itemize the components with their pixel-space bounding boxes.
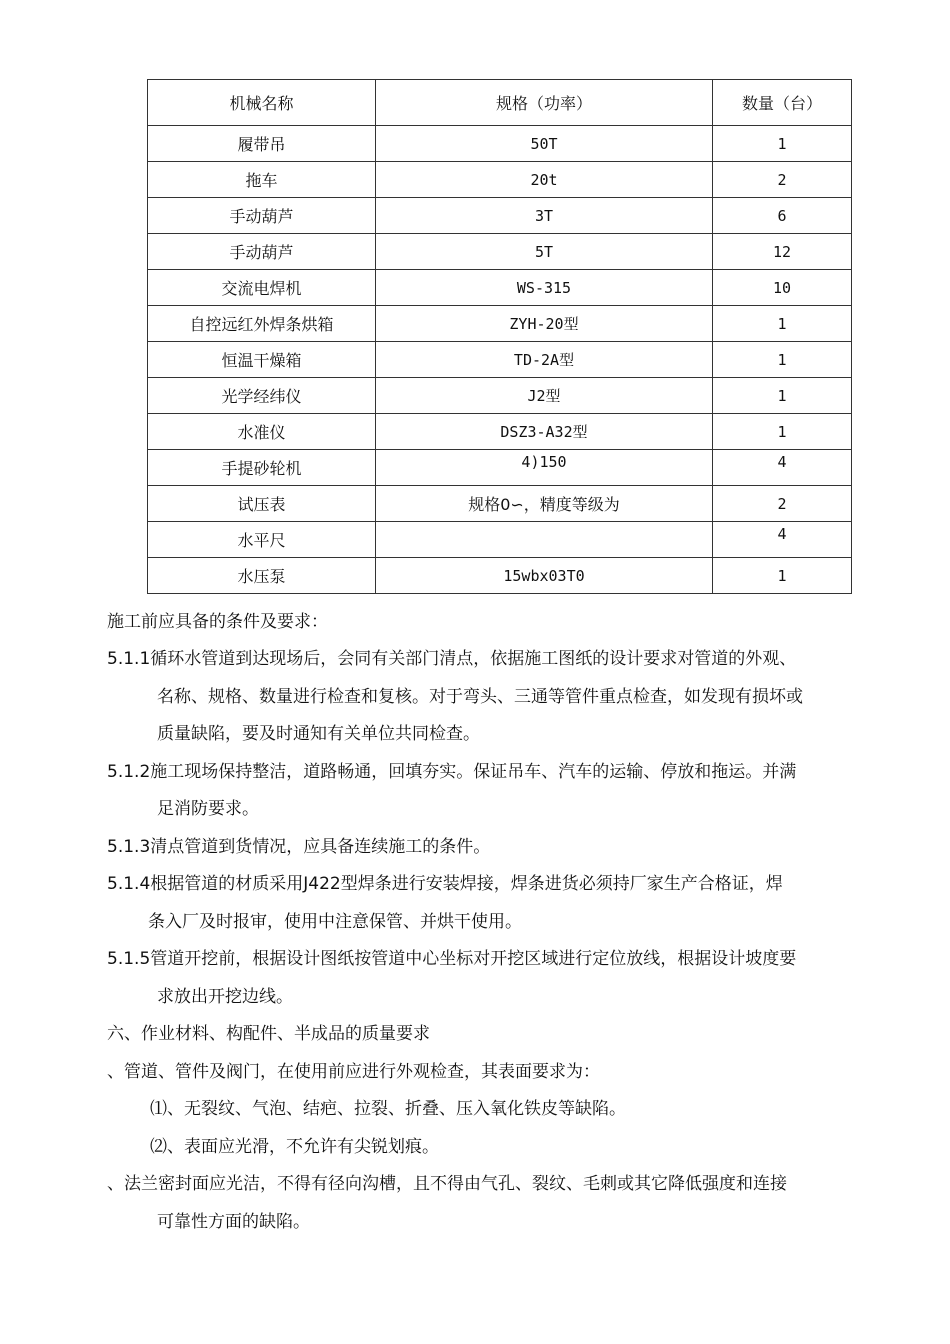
header-spec: 规格（功率） xyxy=(376,80,713,126)
cell-qty: 12 xyxy=(713,234,852,270)
cell-name: 水平尺 xyxy=(148,522,376,558)
paragraph-5-1-5-line2: 求放出开挖边线。 xyxy=(157,987,293,1007)
cell-name: 拖车 xyxy=(148,162,376,198)
cell-name: 试压表 xyxy=(148,486,376,522)
cell-name: 自控远红外焊条烘箱 xyxy=(148,306,376,342)
cell-name: 水压泵 xyxy=(148,558,376,594)
item-flange-line1: 、法兰密封面应光洁，不得有径向沟槽，且不得由气孔、裂纹、毛刺或其它降低强度和连接 xyxy=(107,1174,787,1194)
paragraph-5-1-3: 5.1.3清点管道到货情况，应具备连续施工的条件。 xyxy=(107,837,491,857)
cell-name: 手动葫芦 xyxy=(148,234,376,270)
cell-spec: 50T xyxy=(376,126,713,162)
cell-name: 交流电焊机 xyxy=(148,270,376,306)
cell-qty: 10 xyxy=(713,270,852,306)
cell-name: 履带吊 xyxy=(148,126,376,162)
cell-qty: 1 xyxy=(713,558,852,594)
cell-name: 水准仪 xyxy=(148,414,376,450)
paragraph-5-1-1-line1: 5.1.1循环水管道到达现场后，会同有关部门清点，依据施工图纸的设计要求对管道的外观、 xyxy=(107,649,797,669)
paragraph-5-1-2-line1: 5.1.2施工现场保持整洁，道路畅通，回填夯实。保证吊车、汽车的运输、停放和拖运。并满 xyxy=(107,762,797,782)
cell-name: 手动葫芦 xyxy=(148,198,376,234)
paragraph-5-1-1-line3: 质量缺陷，要及时通知有关单位共同检查。 xyxy=(157,724,480,744)
cell-name: 手提砂轮机 xyxy=(148,450,376,486)
cell-qty: 1 xyxy=(713,342,852,378)
item-pipe-sub1: ⑴、无裂纹、气泡、结疤、拉裂、折叠、压入氧化铁皮等缺陷。 xyxy=(150,1099,626,1119)
cell-spec: 规格0∽，精度等级为 xyxy=(376,486,713,522)
cell-spec: 5T xyxy=(376,234,713,270)
paragraph-5-1-4-line2: 条入厂及时报审，使用中注意保管、并烘干使用。 xyxy=(148,912,522,932)
section-6-heading: 六、作业材料、构配件、半成品的质量要求 xyxy=(107,1024,430,1044)
item-flange-line2: 可靠性方面的缺陷。 xyxy=(157,1212,310,1232)
cell-spec-text: 4)150 xyxy=(521,452,567,471)
cell-qty: 2 xyxy=(713,162,852,198)
header-machine-name: 机械名称 xyxy=(148,80,376,126)
paragraph-5-1-1-line2: 名称、规格、数量进行检查和复核。对于弯头、三通等管件重点检查，如发现有损坏或 xyxy=(157,687,803,707)
paragraph-5-1-2-line2: 足消防要求。 xyxy=(157,799,259,819)
cell-qty-text: 4 xyxy=(777,452,787,471)
cell-spec: 15wbx03T0 xyxy=(376,558,713,594)
cell-name: 光学经纬仪 xyxy=(148,378,376,414)
cell-qty-text: 4 xyxy=(777,524,787,543)
header-quantity: 数量（台） xyxy=(713,80,852,126)
paragraph-5-1-5-line1: 5.1.5管道开挖前，根据设计图纸按管道中心坐标对开挖区域进行定位放线，根据设计坡度要 xyxy=(107,949,797,969)
cell-qty: 2 xyxy=(713,486,852,522)
cell-spec: 20t xyxy=(376,162,713,198)
cell-qty: 6 xyxy=(713,198,852,234)
cell-name: 恒温干燥箱 xyxy=(148,342,376,378)
item-pipe-sub2: ⑵、表面应光滑，不允许有尖锐划痕。 xyxy=(150,1137,439,1157)
paragraph-5-1-4-line1: 5.1.4根据管道的材质采用J422型焊条进行安装焊接，焊条进货必须持厂家生产合格证，焊 xyxy=(107,874,783,894)
conditions-heading: 施工前应具备的条件及要求： xyxy=(107,612,328,632)
cell-spec: ZYH-20型 xyxy=(376,306,713,342)
cell-spec: TD-2A型 xyxy=(376,342,713,378)
cell-spec: J2型 xyxy=(376,378,713,414)
cell-qty: 1 xyxy=(713,306,852,342)
cell-spec: WS-315 xyxy=(376,270,713,306)
cell-qty: 1 xyxy=(713,414,852,450)
cell-qty: 1 xyxy=(713,378,852,414)
item-pipe: 、管道、管件及阀门，在使用前应进行外观检查，其表面要求为： xyxy=(107,1062,600,1082)
cell-qty: 1 xyxy=(713,126,852,162)
cell-spec: 3T xyxy=(376,198,713,234)
cell-spec: DSZ3-A32型 xyxy=(376,414,713,450)
